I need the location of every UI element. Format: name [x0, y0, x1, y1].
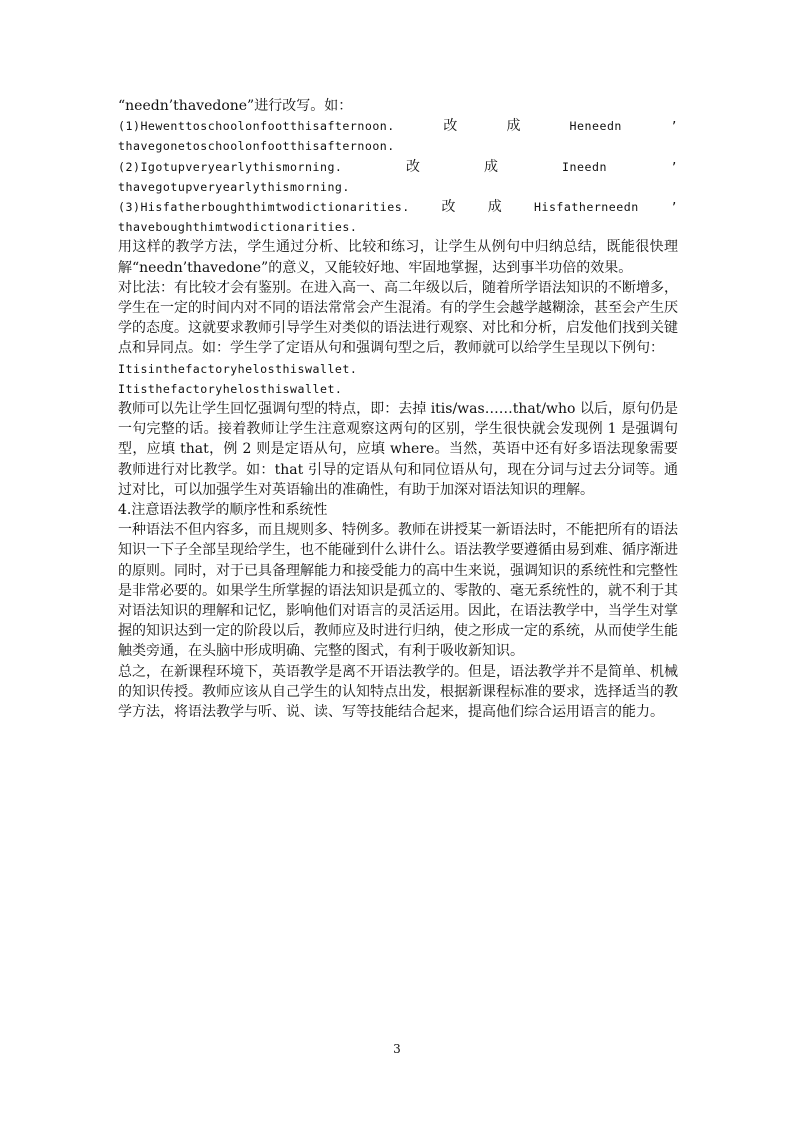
paragraph-contrast: 对比法：有比较才会有鉴别。在进入高一、高二年级以后，随着所学语法知识的不断增多，学生在一定的时间内对不同的语法常常会产生混淆。有的学生会越学越糊涂，甚至会产生厌学的态度。这就要求教师引导学生对类似的语法进行观察、对比和分析，启发他们找到关键点和异同点。如：学生学了定语从句和强调句型之后，教师就可以给学生呈现以下例句： [118, 279, 678, 357]
page-number: 3 [393, 1042, 401, 1056]
example-1-to: 成 [506, 118, 521, 135]
example-2-apostrophe: ’ [670, 159, 678, 174]
example-1-change: 改 [443, 118, 458, 135]
example-1-line [118, 116, 678, 136]
example-3-line [118, 197, 678, 217]
paragraph-method: 用这样的教学方法，学生通过分析、比较和练习，让学生从例句中归纳总结，既能很快理解“needn’thavedone”的意义，又能较好地、牢固地掌握，达到事半功倍的效果。 [118, 239, 678, 276]
example-sentence-1: Itisinthefactoryhelosthiswallet. [118, 361, 358, 376]
example-3-apostrophe: ’ [670, 199, 678, 214]
paragraph-order: 一种语法不但内容多，而且规则多、特例多。教师在讲授某一新语法时，不能把所有的语法知识一下子全部呈现给学生，也不能碰到什么讲什么。语法教学要遵循由易到难、循序渐进的原则。同时，对于已具备理解能力和接受能力的高中生来说，强调知识的系统性和完整性是非常必要的。如果学生所掌握的语法知识是孤立的、零散的、毫无系统性的，就不利于其对语法知识的理解和记忆，影响他们对语言的灵活运用。因此，在语法教学中，当学生对掌握的知识达到一定的阶段以后，教师应及时进行归纳，使之形成一定的系统，从而使学生能触类旁通，在头脑中形成明确、完整的图式，有利于吸收新知识。 [118, 522, 678, 660]
example-3-label: (3)Hisfatherboughthimtwodictionarities. [118, 199, 410, 214]
paragraph-teacher: 教师可以先让学生回忆强调句型的特点，即：去掉 itis/was……that/who 以后，原句仍是一句完整的话。接着教师让学生注意观察这两句的区别，学生很快就会发现例 1 是强调句型，应填 that，例 2 则是定语从句，应填 where。当然，英语中还有好多语法现象需要教师进行对比教学。如：that 引导的定语从句和同位语从句，现在分词与过去分词等。通过对比，可以加强学生对英语输出的准确性，有助于加深对语法知识的理解。 [118, 400, 678, 498]
section-heading-4: 4.注意语法教学的顺序性和系统性 [118, 501, 328, 518]
example-3-continuation: thaveboughthimtwodictionarities. [118, 220, 358, 235]
paragraph-summary: 总之，在新课程环境下，英语教学是离不开语法教学的。但是，语法教学并不是简单、机械的知识传授。教师应该从自己学生的认知特点出发，根据新课程标准的要求，选择适当的教学方法，将语法教学与听、说、读、写等技能结合起来，提高他们综合运用语言的能力。 [118, 663, 678, 720]
example-2-continuation: thavegotupveryearlythismorning. [118, 179, 350, 194]
example-2-to: 成 [484, 158, 499, 175]
example-3-result: Hisfatherneedn [533, 199, 639, 214]
example-2-result: Ineedn [562, 159, 607, 174]
page-content [118, 96, 678, 722]
example-sentence-2: Itisthefactoryhelosthiswallet. [118, 381, 343, 396]
example-1-label: (1)Hewenttoschoolonfootthisafternoon. [118, 119, 395, 134]
example-2-label: (2)Igotupveryearlythismorning. [118, 159, 343, 174]
example-1-continuation: thavegonetoschoolonfootthisafternoon. [118, 139, 395, 154]
example-2-change: 改 [405, 158, 421, 175]
example-1-apostrophe: ’ [670, 119, 678, 134]
intro-line: “needn’thavedone”进行改写。如： [118, 98, 353, 114]
example-3-change: 改 [441, 198, 456, 215]
example-1-result: Heneedn [569, 119, 622, 134]
example-3-to: 成 [487, 198, 503, 215]
example-2-line [118, 157, 678, 177]
